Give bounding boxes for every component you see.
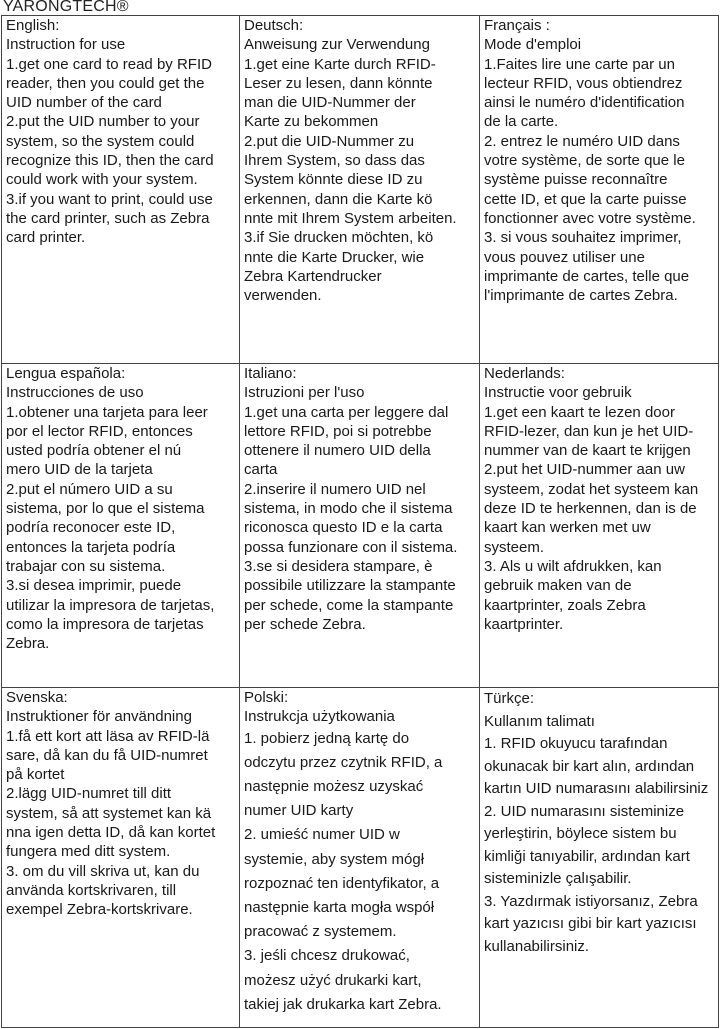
instruction-line: système puisse reconnaître — [484, 171, 668, 189]
instruction-line: de la carte. — [484, 113, 559, 131]
instruction-line: kaartprinter, zoals Zebra — [484, 596, 646, 614]
instruction-line: kart yazıcısı gibi bir kart yazıcısı — [484, 915, 697, 932]
instruction-line: 2.put het UID-nummer aan uw — [484, 461, 685, 479]
instruction-line: could work with your system. — [6, 171, 198, 189]
cell-svenska — [2, 688, 240, 1028]
cell-deutsch — [240, 16, 480, 364]
instruction-line: 2.put el número UID a su — [6, 480, 173, 498]
instruction-line: yerleştirin, böylece sistem bu — [484, 825, 677, 842]
instruction-line: 1.obtener una tarjeta para leer — [6, 403, 208, 421]
instruction-line: 1. RFID okuyucu tarafından — [484, 735, 668, 752]
instruction-line: 1.get one card to read by RFID — [6, 55, 212, 73]
instruction-line: 3. Yazdırmak istiyorsanız, Zebra — [484, 892, 698, 910]
instruction-line: 1.Faites lire une carte par un — [484, 55, 675, 73]
instruction-line: sare, då kan du få UID-numret — [6, 746, 208, 764]
instruction-line: systeem. — [484, 538, 545, 556]
instruction-line: UID number of the card — [6, 94, 162, 112]
cell-italiano — [240, 364, 480, 688]
instruction-line: następnie możesz uzyskać — [244, 778, 424, 795]
instruction-line: 2. umieść numer UID w — [244, 826, 400, 844]
instruction-line: system, so the system could — [6, 132, 195, 150]
instruction-line: Ihrem System, so dass das — [244, 152, 425, 170]
instruction-line: 2.put die UID-Nummer zu — [244, 132, 415, 150]
instruction-line: ainsi le numéro d'identification — [484, 94, 685, 112]
instruction-line: the card printer, such as Zebra — [6, 209, 210, 227]
instruction-line: Leser zu lesen, dann könnte — [244, 74, 433, 92]
instruction-line: 1.get una carta per leggere dal — [244, 403, 449, 421]
instruction-line: Zebra Kartendrucker — [244, 267, 382, 285]
instruction-line: 2.lägg UID-numret till ditt — [6, 785, 172, 803]
instruction-line: carta — [244, 461, 278, 479]
instruction-line: 1.get eine Karte durch RFID- — [244, 55, 436, 73]
instruction-line: utilizar la impresora de tarjetas, — [6, 596, 215, 614]
cell-english — [2, 16, 240, 364]
instruction-line: per schede, come la stampante — [244, 596, 454, 614]
instruction-line: riconosca questo ID e la carta — [244, 519, 443, 537]
instruction-line: kaartprinter. — [484, 615, 564, 633]
instruction-grid — [1, 15, 719, 1028]
instruction-line: lecteur RFID, vous obtiendrez — [484, 74, 683, 92]
instruction-line: odczytu przez czytnik RFID, a — [244, 753, 443, 771]
instruction-line: następnie karta mogła współ — [244, 899, 435, 917]
instruction-line: erkennen, dann die Karte kö — [244, 190, 433, 208]
instruction-line: Zebra. — [6, 635, 50, 653]
instruction-line: usted podría obtener el nú — [6, 442, 182, 460]
cell-nederlands — [480, 364, 719, 688]
cell-turkce — [480, 688, 719, 1028]
cell-espanol — [2, 364, 240, 688]
instruction-line: 2.inserire il numero UID nel — [244, 480, 426, 498]
instruction-line: sistema, por lo que el sistema — [6, 500, 205, 518]
instruction-title: Instrucciones de uso — [6, 384, 144, 402]
instruction-line: på kortet — [6, 766, 65, 784]
instruction-line: rozpoznać ten identyfikator, a — [244, 874, 440, 892]
instruction-line: System könnte diese ID zu — [244, 171, 423, 189]
instruction-line: reader, then you could get the — [6, 74, 205, 92]
language-heading: English: — [6, 17, 60, 34]
grid-row — [2, 688, 719, 1028]
instruction-line: nna igen detta ID, då kan kortet — [6, 824, 216, 842]
language-heading: Nederlands: — [484, 365, 565, 382]
instruction-line: l'imprimante de cartes Zebra. — [484, 287, 678, 305]
instruction-title: Instructie voor gebruik — [484, 384, 632, 402]
instruction-line: nnte die Karte Drucker, wie — [244, 248, 425, 266]
instruction-line: system, så att systemet kan kä — [6, 804, 212, 822]
instruction-line: takiej jak drukarka kart Zebra. — [244, 995, 442, 1013]
instruction-line: nnte mit Ihrem System arbeiten. — [244, 209, 457, 227]
instruction-line: 1. pobierz jedną kartę do — [244, 729, 410, 747]
instruction-line: använda kortskrivaren, till — [6, 881, 177, 899]
instruction-line: per schede Zebra. — [244, 615, 366, 633]
instruction-line: 3. Als u wilt afdrukken, kan — [484, 557, 662, 575]
language-heading: Italiano: — [244, 365, 297, 382]
instruction-line: pracować z systemem. — [244, 923, 397, 941]
instruction-line: 1.få ett kort att läsa av RFID-lä — [6, 727, 210, 745]
instruction-line: fonctionner avec votre système. — [484, 209, 696, 227]
instruction-line: Karte zu bekommen — [244, 113, 379, 131]
instruction-title: Instruction for use — [6, 36, 126, 54]
language-heading: Svenska: — [6, 689, 68, 706]
instruction-line: 3.se si desidera stampare, è — [244, 557, 433, 575]
instruction-line: kullanabilirsiniz. — [484, 937, 590, 955]
instruction-line: votre système, de sorte que le — [484, 152, 685, 170]
instruction-line: systeem, zodat het systeem kan — [484, 480, 699, 498]
instruction-line: możesz użyć drukarki kart, — [244, 971, 422, 989]
instruction-line: RFID-lezer, dan kun je het UID- — [484, 422, 694, 440]
instruction-line: numer UID karty — [244, 802, 354, 820]
instruction-title: Istruzioni per l'uso — [244, 384, 365, 402]
instruction-line: deze ID te herkennen, dan is de — [484, 500, 697, 518]
instruction-line: podría reconocer este ID, — [6, 519, 176, 537]
instruction-line: 3.if Sie drucken möchten, kö — [244, 229, 434, 247]
instruction-line: como la impresora de tarjetas — [6, 615, 204, 633]
instruction-line: kimliği tanıyabilir, ardından kart — [484, 847, 690, 865]
instruction-line: 2. entrez le numéro UID dans — [484, 132, 680, 150]
instruction-line: cette ID, et que la carte puisse — [484, 190, 687, 208]
instruction-line: sisteminizle çalışabilir. — [484, 870, 632, 887]
instruction-line: 3. jeśli chcesz drukować, — [244, 947, 410, 965]
instruction-line: card printer. — [6, 229, 86, 247]
instruction-line: gebruik maken van de — [484, 577, 632, 595]
instruction-line: ottenere il numero UID della — [244, 442, 431, 460]
instruction-line: fungera med ditt system. — [6, 843, 171, 861]
cell-polski — [240, 688, 480, 1028]
brand-title: YARONGTECH® — [3, 0, 129, 15]
instruction-line: possibile utilizzare la stampante — [244, 577, 456, 595]
instruction-line: 3. si vous souhaitez imprimer, — [484, 229, 682, 247]
instruction-line: 1.get een kaart te lezen door — [484, 403, 675, 421]
language-heading: Polski: — [244, 689, 289, 706]
instruction-line: trabajar con su sistema. — [6, 557, 166, 575]
instruction-title: Instrukcja użytkowania — [244, 708, 395, 726]
instruction-line: entonces la tarjeta podría — [6, 538, 176, 556]
language-heading: Türkçe: — [484, 690, 535, 707]
instruction-line: man die UID-Nummer der — [244, 94, 416, 112]
instruction-title: Instruktioner för användning — [6, 708, 192, 726]
cell-francais — [480, 16, 719, 364]
instruction-line: vous pouvez utiliser une — [484, 248, 645, 266]
grid-row — [2, 16, 719, 364]
instruction-line: por el lector RFID, entonces — [6, 422, 193, 440]
instruction-line: verwenden. — [244, 287, 322, 305]
instruction-title: Kullanım talimatı — [484, 712, 595, 730]
instruction-line: 3.si desea imprimir, puede — [6, 577, 182, 595]
instruction-line: 3.if you want to print, could use — [6, 190, 213, 208]
instruction-line: imprimante de cartes, telle que — [484, 267, 690, 285]
instruction-line: lettore RFID, poi si potrebbe — [244, 422, 432, 440]
language-heading: Deutsch: — [244, 17, 304, 34]
instruction-line: systemie, aby system mógł — [244, 850, 425, 868]
grid-row — [2, 364, 719, 688]
language-heading: Lengua española: — [6, 365, 126, 382]
instruction-line: possa funzionare con il sistema. — [244, 538, 458, 556]
instruction-line: 2. UID numarasını sisteminize — [484, 802, 685, 820]
instruction-line: 2.put the UID number to your — [6, 113, 200, 131]
instruction-line: okunacak bir kart alın, ardından — [484, 757, 695, 775]
language-heading: Français : — [484, 17, 550, 34]
instruction-line: sistema, in modo che il sistema — [244, 500, 453, 518]
instruction-line: recognize this ID, then the card — [6, 152, 214, 170]
instruction-title: Anweisung zur Verwendung — [244, 36, 430, 54]
instruction-title: Mode d'emploi — [484, 36, 582, 54]
instruction-line: kaart kan werken met uw — [484, 519, 651, 537]
instruction-line: kartın UID numarasını alabilirsiniz — [484, 780, 709, 797]
instruction-line: exempel Zebra-kortskrivare. — [6, 901, 193, 919]
instruction-line: nummer van de kaart te krijgen — [484, 442, 691, 460]
instruction-line: mero UID de la tarjeta — [6, 461, 153, 479]
instruction-line: 3. om du vill skriva ut, kan du — [6, 862, 200, 880]
